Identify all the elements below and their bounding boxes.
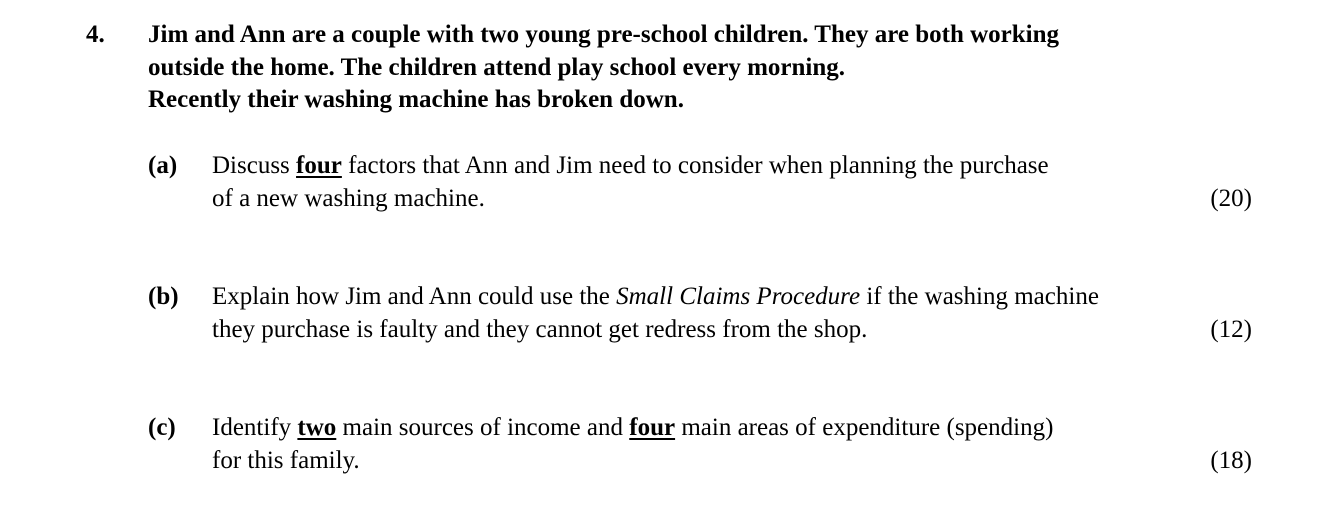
part-c-text <box>212 411 1252 477</box>
part-b-line-1 <box>212 280 1252 313</box>
part-a-text <box>212 149 1252 215</box>
part-c-marks: (18) <box>1210 447 1252 474</box>
part-c-line-1-post: main areas of expenditure (spending) <box>675 414 1054 441</box>
stem-line-2: outside the home. The children attend play school every morning. <box>148 53 846 81</box>
part-c-line-1 <box>212 411 1252 444</box>
part-c-label: (c) <box>148 414 176 441</box>
part-a-emphasis: four <box>296 152 342 179</box>
question-number: 4. <box>86 21 105 48</box>
part-b-text <box>212 280 1252 346</box>
part-a-line-1-pre: Discuss <box>212 152 297 179</box>
part-c-emphasis-1: two <box>297 414 337 441</box>
part-b-italic-term: Small Claims Procedure <box>616 283 861 310</box>
part-b-line-1-post: if the washing machine <box>860 283 1099 310</box>
stem-line-3: Recently their washing machine has broken down. <box>148 86 684 113</box>
part-a-marks: (20) <box>1210 185 1252 212</box>
part-a-line-1-post: factors that Ann and Jim need to consider when planning the purchase <box>341 152 1049 179</box>
part-b-line-2: they purchase is faulty and they cannot get redress from the shop. <box>212 316 868 343</box>
part-b-marks: (12) <box>1210 316 1252 343</box>
part-c-emphasis-2: four <box>629 414 676 441</box>
stem-line-1: Jim and Ann are a couple with two young pre-school children. They are both working <box>148 21 1059 48</box>
part-a-line-1 <box>212 149 1252 182</box>
part-b-label: (b) <box>148 283 179 310</box>
part-a-label: (a) <box>148 152 178 179</box>
part-c-line-1-mid: main sources of income and <box>336 414 630 441</box>
part-b-line-1-pre: Explain how Jim and Ann could use the <box>212 283 617 310</box>
part-c-line-2: for this family. <box>212 447 360 474</box>
part-a-line-2: of a new washing machine. <box>212 185 485 212</box>
part-c-line-1-pre: Identify <box>212 414 298 441</box>
question-stem <box>148 19 1298 117</box>
